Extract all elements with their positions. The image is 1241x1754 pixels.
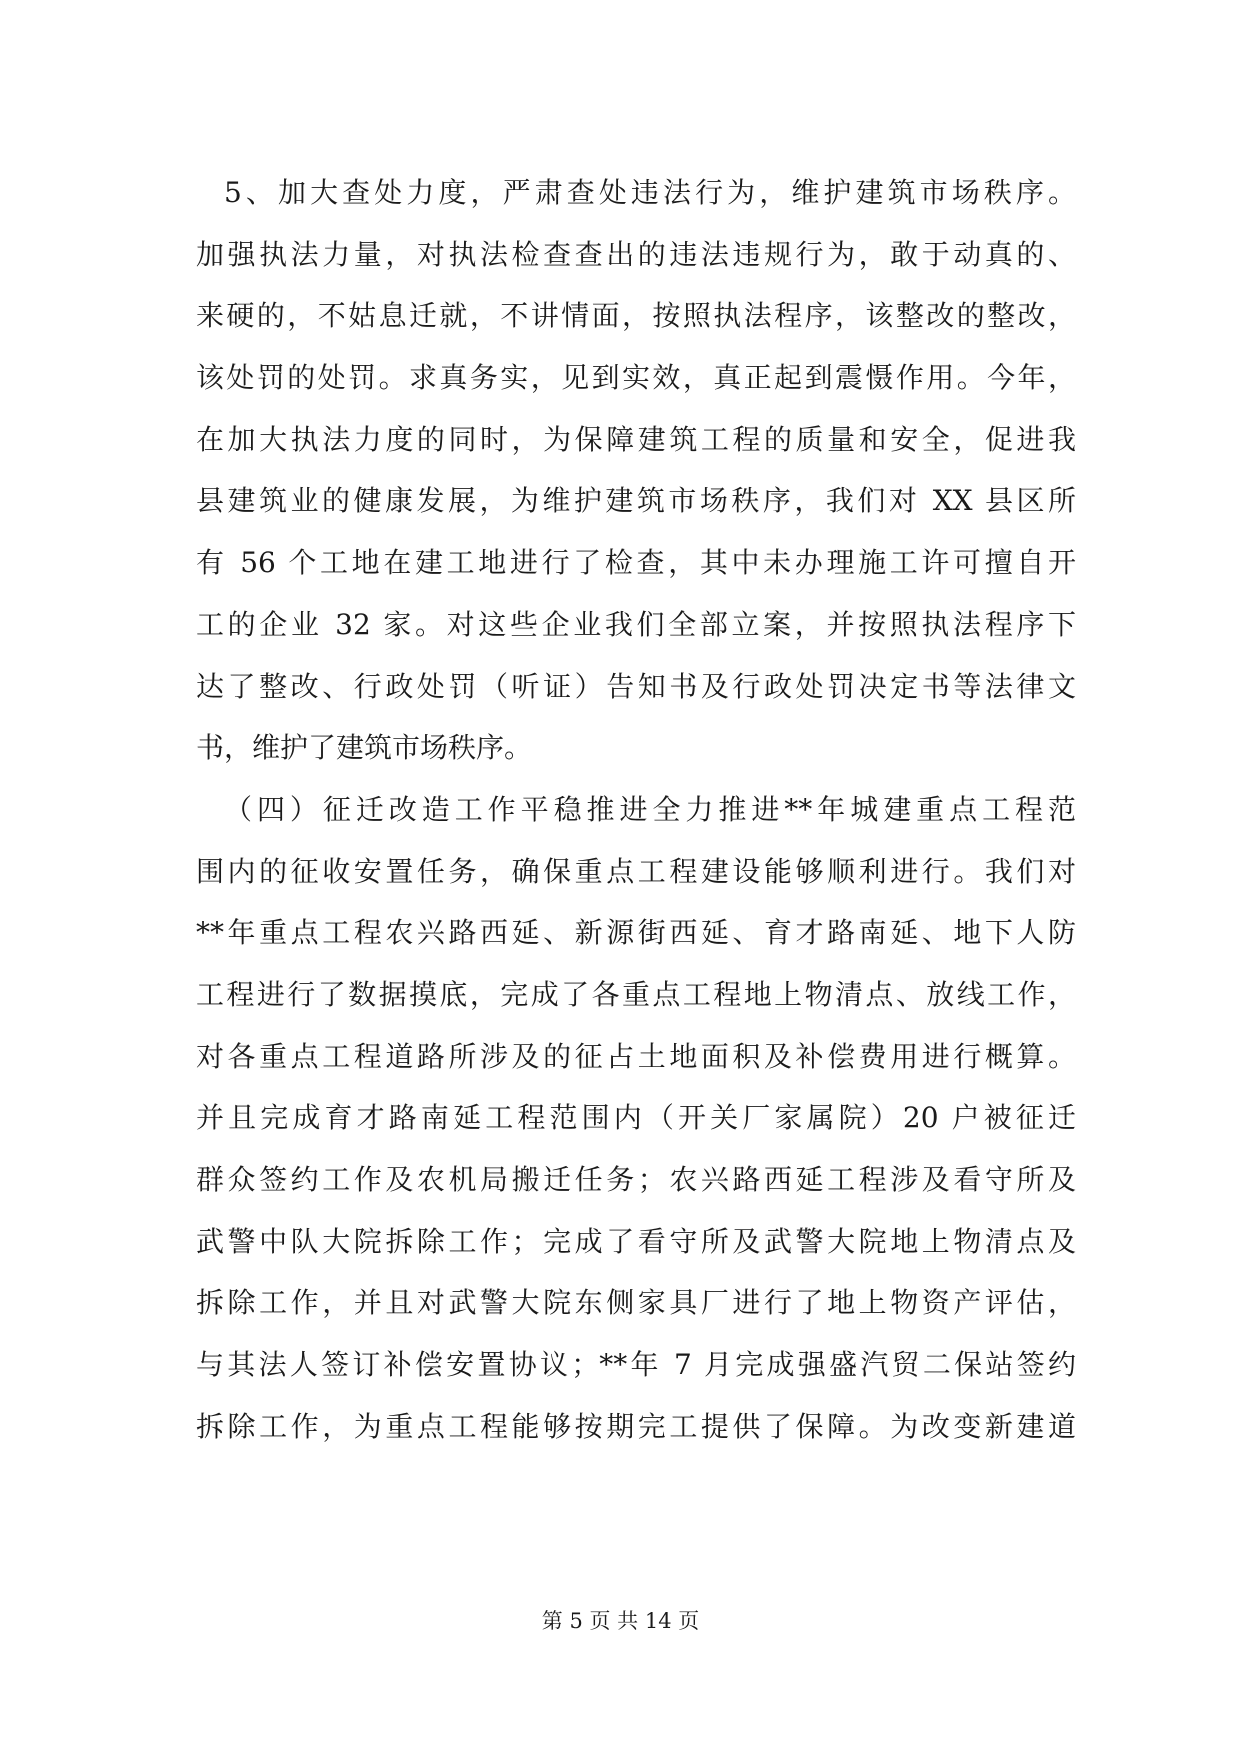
paragraph-line: 县建筑业的健康发展，为维护建筑市场秩序，我们对 XX 县区所 bbox=[196, 484, 1076, 518]
paragraph-line: 来硬的，不姑息迁就，不讲情面，按照执法程序，该整改的整改， bbox=[196, 299, 1076, 333]
paragraph-line: 拆除工作，为重点工程能够按期完工提供了保障。为改变新建道 bbox=[196, 1409, 1076, 1443]
paragraph-line: 拆除工作，并且对武警大院东侧家具厂进行了地上物资产评估， bbox=[196, 1286, 1076, 1320]
paragraph-line: （四）征迁改造工作平稳推进全力推进**年城建重点工程范 bbox=[224, 792, 1076, 826]
paragraph-line: 加强执法力量，对执法检查查出的违法违规行为，敢于动真的、 bbox=[196, 237, 1076, 271]
paragraph-line: 有 56 个工地在建工地进行了检查，其中未办理施工许可擅自开 bbox=[196, 546, 1076, 580]
paragraph-line: 5、加大查处力度，严肃查处违法行为，维护建筑市场秩序。 bbox=[224, 176, 1076, 209]
paragraph-line: 该处罚的处罚。求真务实，见到实效，真正起到震慑作用。今年， bbox=[196, 361, 1076, 395]
page-footer: 第 5 页 共 14 页 bbox=[541, 1609, 700, 1633]
paragraph-line: 书，维护了建筑市场秩序。 bbox=[196, 731, 533, 765]
paragraph-line: **年重点工程农兴路西延、新源街西延、育才路南延、地下人防 bbox=[196, 916, 1076, 950]
paragraph-line: 工程进行了数据摸底，完成了各重点工程地上物清点、放线工作， bbox=[196, 977, 1076, 1011]
paragraph-line: 工的企业 32 家。对这些企业我们全部立案，并按照执法程序下 bbox=[196, 607, 1076, 641]
paragraph-line: 并且完成育才路南延工程范围内（开关厂家属院）20 户被征迁 bbox=[196, 1101, 1076, 1135]
paragraph-line: 与其法人签订补偿安置协议；**年 7 月完成强盛汽贸二保站签约 bbox=[196, 1348, 1076, 1382]
paragraph-line: 围内的征收安置任务，确保重点工程建设能够顺利进行。我们对 bbox=[196, 854, 1076, 888]
paragraph-line: 武警中队大院拆除工作；完成了看守所及武警大院地上物清点及 bbox=[196, 1224, 1076, 1258]
paragraph-line: 达了整改、行政处罚（听证）告知书及行政处罚决定书等法律文 bbox=[196, 669, 1076, 703]
paragraph-line: 群众签约工作及农机局搬迁任务；农兴路西延工程涉及看守所及 bbox=[196, 1163, 1076, 1196]
document-body bbox=[196, 162, 1076, 1457]
paragraph-line: 对各重点工程道路所涉及的征占土地面积及补偿费用进行概算。 bbox=[196, 1039, 1076, 1073]
paragraph-line: 在加大执法力度的同时，为保障建筑工程的质量和安全，促进我 bbox=[196, 422, 1076, 456]
